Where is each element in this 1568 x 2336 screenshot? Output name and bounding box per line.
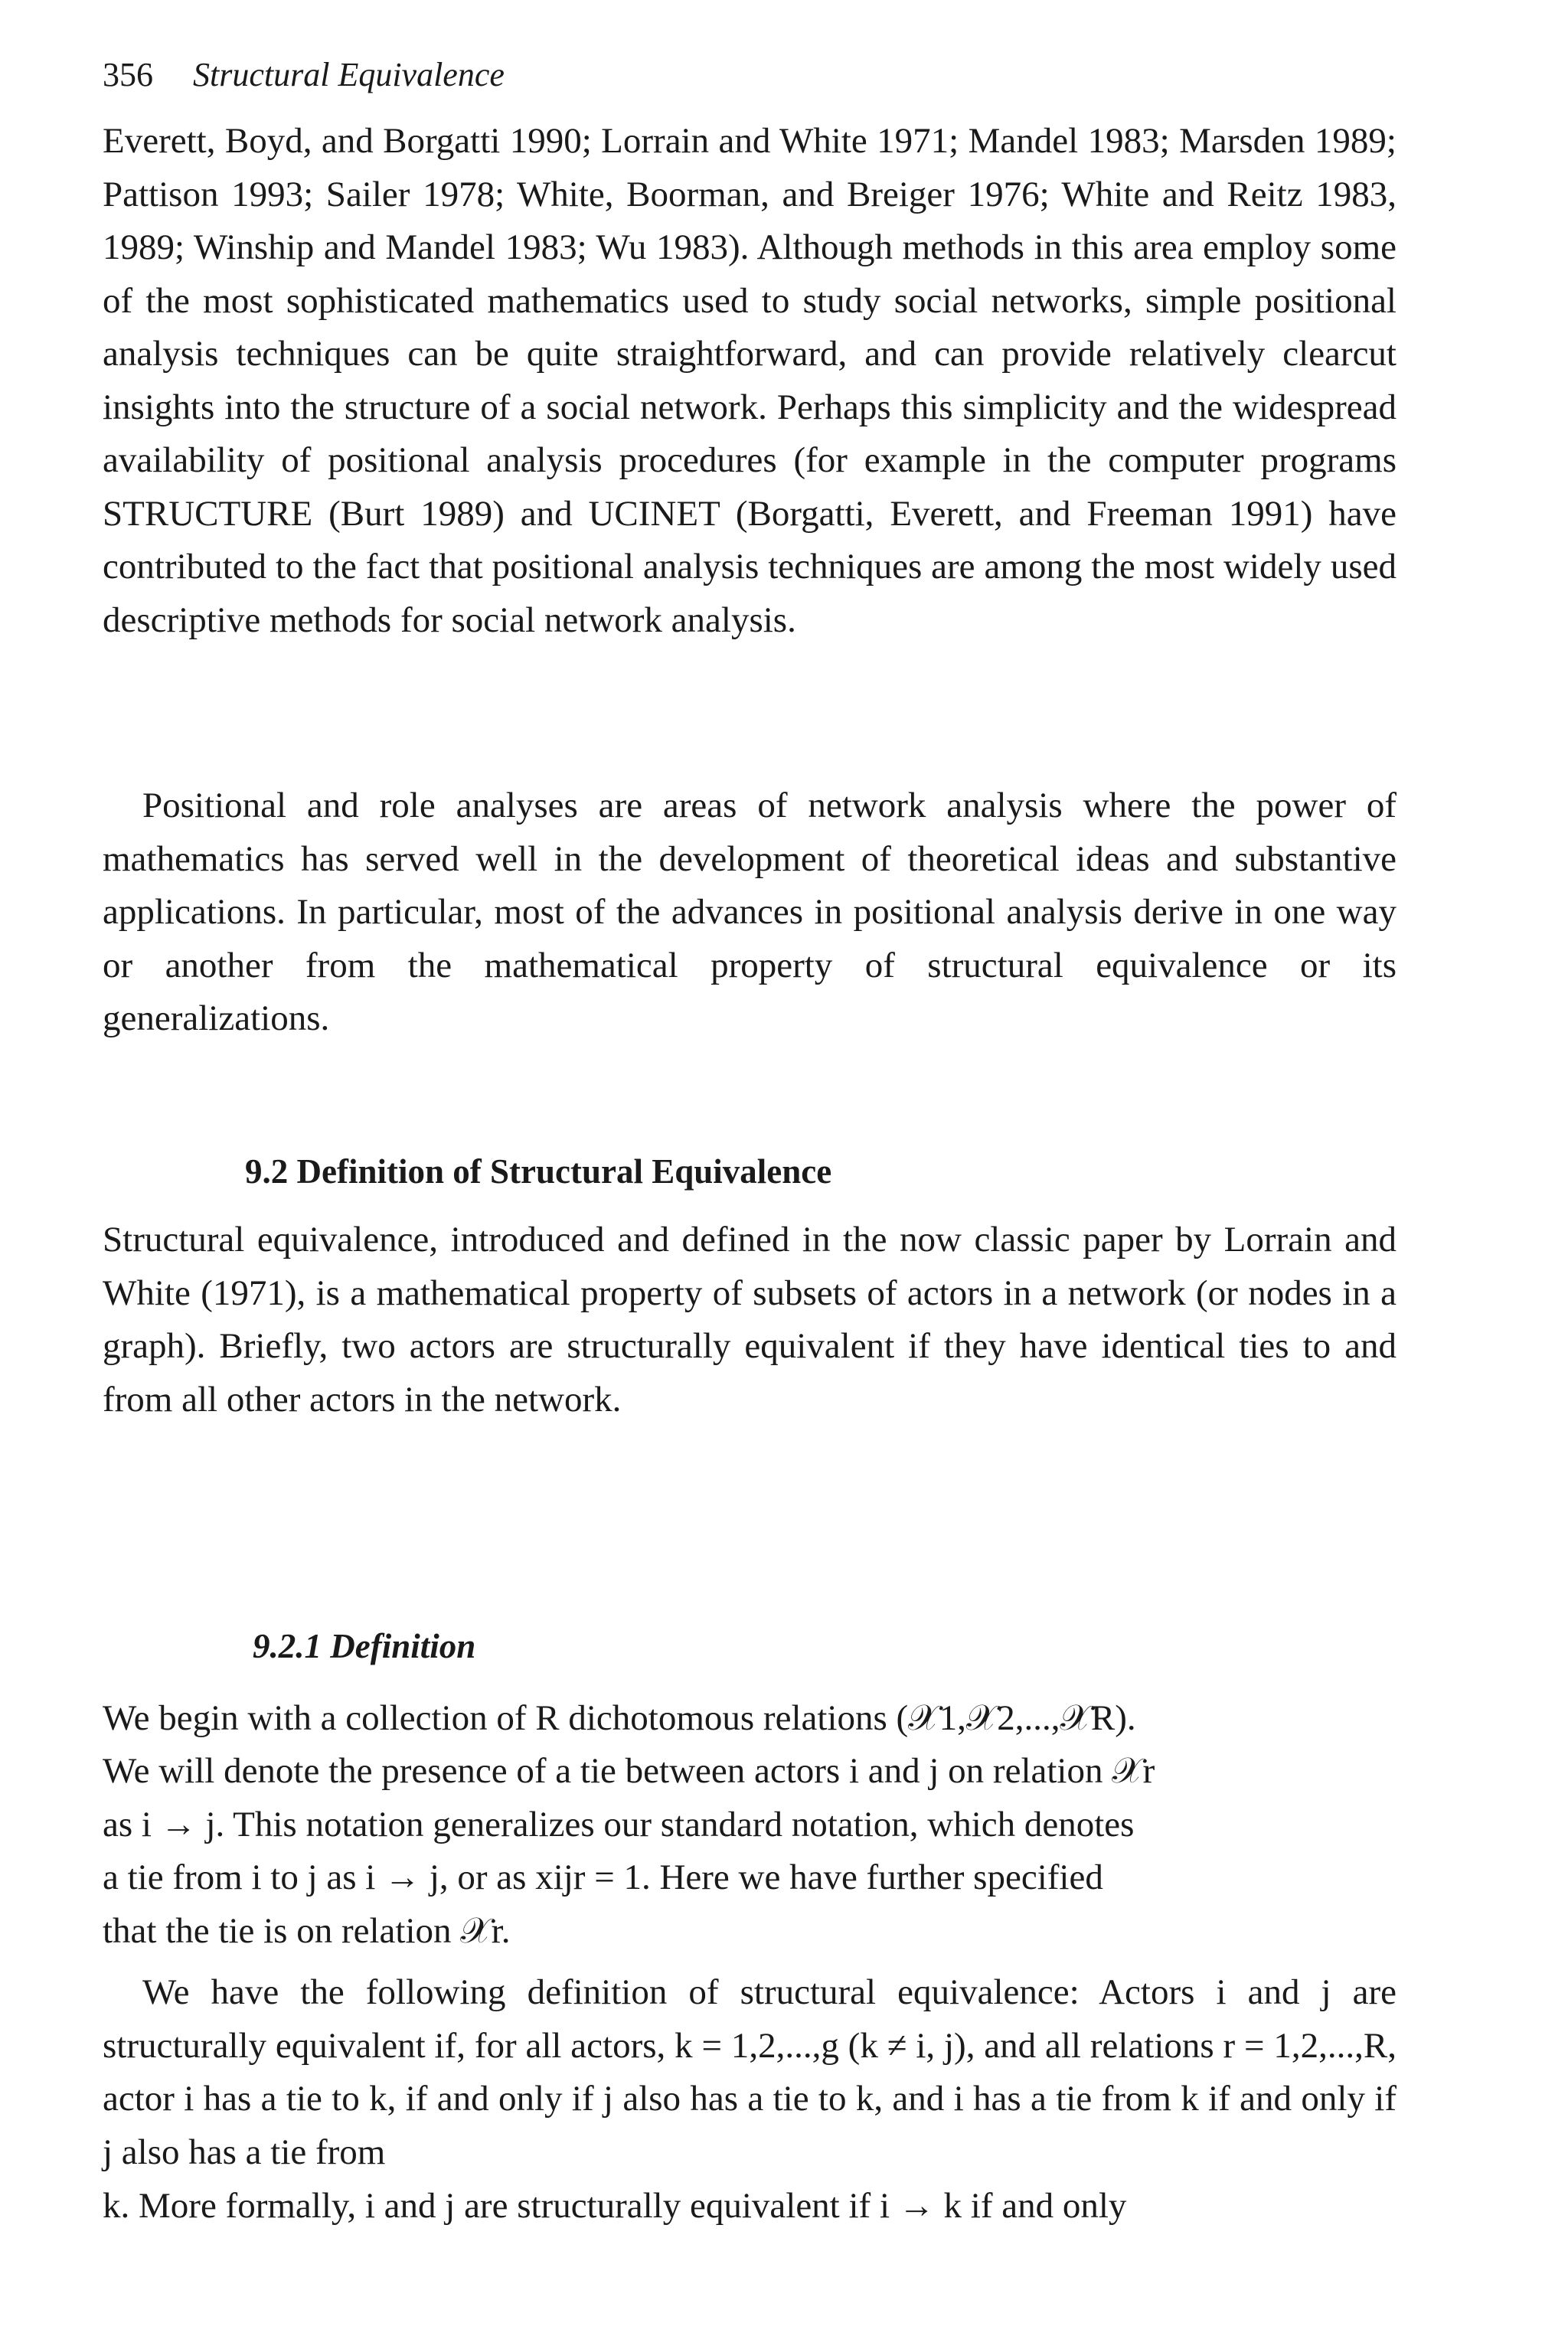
definition-line-2: We will denote the presence of a tie between actors i and j on relation 𝒳r bbox=[103, 1751, 1155, 1791]
paragraph-formal-definition-last-line: k. More formally, i and j are structurally equivalent if i → k if and only bbox=[103, 2186, 1127, 2226]
definition-line-5: that the tie is on relation 𝒳r. bbox=[103, 1911, 511, 1951]
running-head bbox=[103, 55, 505, 95]
definition-line-1: We begin with a collection of R dichotomous relations (𝒳1,𝒳2,...,𝒳R). bbox=[103, 1698, 1136, 1738]
paragraph-positional-role: Positional and role analyses are areas of network analysis where the power of mathematics has served well in the development of theoretical ideas and substantive applications. In particular, most of the advances in positional analysis derive in one way or another from the mathematical property of structural equivalence or its generalizations. bbox=[103, 786, 1396, 1038]
section-heading: 9.2 Definition of Structural Equivalence bbox=[245, 1152, 832, 1191]
paragraph-structural-equivalence-intro: Structural equivalence, introduced and defined in the now classic paper by Lorrain and White (1971), is a mathematical property of subsets of actors in a network (or nodes in a graph). Briefly, two actors are structurally equivalent if they have identical ties to and from all other actors in the network. bbox=[103, 1220, 1396, 1420]
subsection-heading: 9.2.1 Definition bbox=[253, 1627, 476, 1665]
paragraph-formal-definition: We have the following definition of structural equivalence: Actors i and j are structurally equivalent if, for all actors, k = 1,2,...,g (k ≠ i, j), and all relations r = 1,2,...,R, actor i has a tie to k, if and only if j also has a tie to k, and i has a tie from k if and only if j also has a tie from bbox=[103, 1972, 1396, 2172]
definition-line-3: as i → j. This notation generalizes our standard notation, which denotes bbox=[103, 1805, 1135, 1844]
definition-line-4: a tie from i to j as i → j, or as xijr = 1. Here we have further specified bbox=[103, 1857, 1103, 1897]
page-number: 356 bbox=[103, 56, 153, 93]
paragraph-intro-citations: Everett, Boyd, and Borgatti 1990; Lorrain and White 1971; Mandel 1983; Marsden 1989; Pattison 1993; Sailer 1978; White, Boorman, and Breiger 1976; White and Reitz 1983, 1989; Winship and Mandel 1983; Wu 1983). Although methods in this area employ some of the most sophisticated mathematics used to study social networks, simple positional analysis techniques can be quite straightforward, and can provide relatively clearcut insights into the structure of a social network. Perhaps this simplicity and the widespread availability of positional analysis procedures (for example in the computer programs STRUCTURE (Burt 1989) and UCINET (Borgatti, Everett, and Freeman 1991) have contributed to the fact that positional analysis techniques are among the most widely used descriptive methods for social network analysis. bbox=[103, 121, 1396, 640]
running-title: Structural Equivalence bbox=[193, 56, 505, 93]
